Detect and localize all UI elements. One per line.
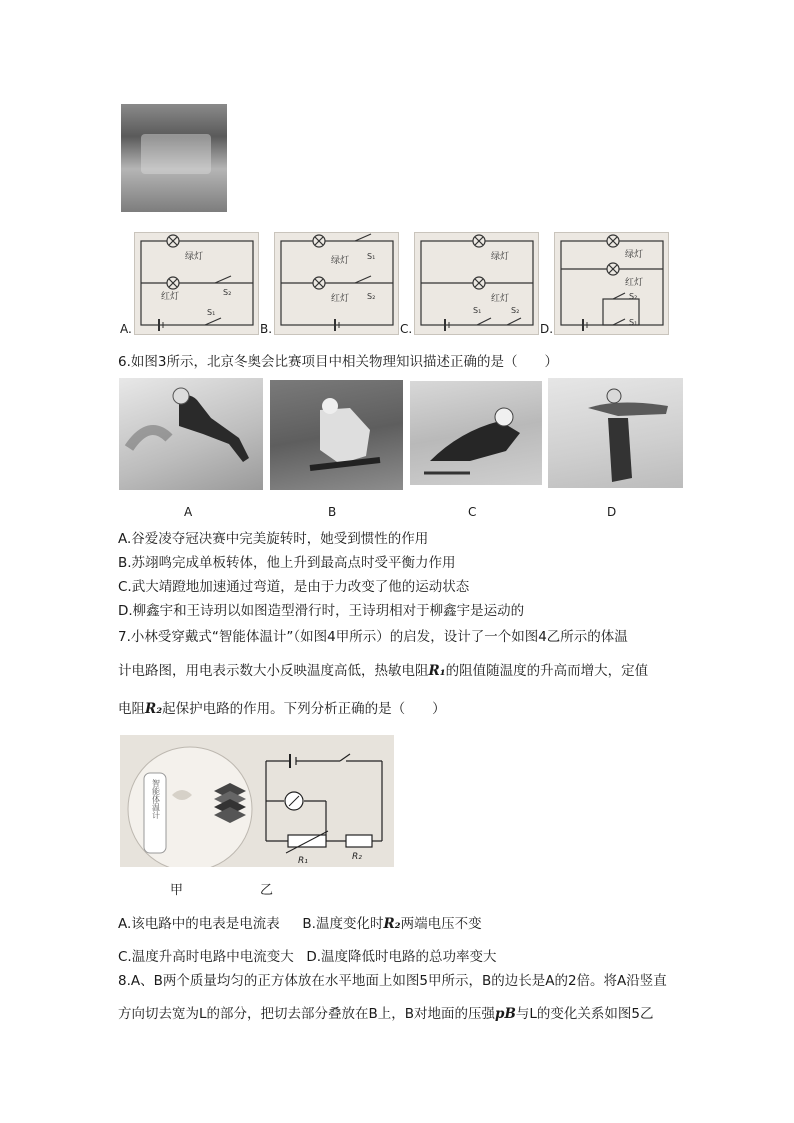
q7-line2-b: 的阻值随温度的升高而增大，定值 xyxy=(445,663,649,679)
circuit-a-diagram xyxy=(135,233,258,334)
q8-line1: 8.A、B两个质量均匀的正方体放在水平地面上如图5甲所示，B的边长是A的2倍。将A沿竖直 xyxy=(118,973,667,989)
caption-jia: 甲 xyxy=(170,883,184,898)
q6-caption-b: B xyxy=(328,505,337,519)
circuit-letter-a: A. xyxy=(120,322,132,336)
q8-line2 xyxy=(118,1002,654,1022)
label-red: 红灯 xyxy=(331,294,350,304)
circuit-b-diagram xyxy=(275,233,398,334)
label-s1: S₁ xyxy=(629,318,638,327)
resistor-r1 xyxy=(288,835,326,847)
q7-figure xyxy=(120,735,394,867)
label-green: 绿灯 xyxy=(491,252,510,262)
label-s1: S₁ xyxy=(367,252,376,261)
q7-option-c: C.温度升高时电路中电流变大 xyxy=(118,949,294,965)
figure-skaters-silhouette xyxy=(548,378,683,488)
q8-pb: pB xyxy=(495,1006,516,1022)
label-s2: S₂ xyxy=(367,292,376,301)
q7-line2 xyxy=(118,659,648,679)
photo-highlight xyxy=(141,134,211,174)
q6-caption-c: C xyxy=(468,505,477,519)
skier-silhouette xyxy=(119,378,263,490)
q6-option-a: A.谷爱凌夺冠决赛中完美旋转时，她受到惯性的作用 xyxy=(118,531,429,547)
label-s1: S₁ xyxy=(473,306,482,315)
caption-yi: 乙 xyxy=(260,883,274,898)
r2-label: R₂ xyxy=(352,852,362,862)
top-photo xyxy=(121,104,227,212)
resistor-r2 xyxy=(346,835,372,847)
q6-caption-a: A xyxy=(184,505,193,519)
q7-options-row1 xyxy=(118,912,482,932)
circuit-letter-b: B. xyxy=(260,322,273,336)
q6-photo-c xyxy=(410,381,542,485)
label-red: 红灯 xyxy=(625,278,644,288)
q7-option-a: A.该电路中的电表是电流表 xyxy=(118,916,280,932)
q7-line3 xyxy=(118,697,446,717)
label-green: 绿灯 xyxy=(185,252,204,262)
q6-option-b: B.苏翊鸣完成单板转体，他上升到最高点时受平衡力作用 xyxy=(118,555,456,571)
label-s2: S₂ xyxy=(629,292,638,301)
circuit-letter-d: D. xyxy=(540,322,554,336)
circuit-option-d xyxy=(554,232,669,335)
q7-line3-b: 起保护电路的作用。下列分析正确的是（ ） xyxy=(162,701,446,717)
snowboarder-silhouette xyxy=(270,380,403,490)
circuit-option-b xyxy=(274,232,399,335)
q7-option-b xyxy=(302,916,481,932)
q7-line1: 7.小林受穿戴式“智能体温计”（如图4甲所示）的启发，设计了一个如图4乙所示的体温 xyxy=(118,629,628,645)
r1-label: R₁ xyxy=(298,856,308,866)
q7-option-d: D.温度降低时电路的总功率变大 xyxy=(306,949,497,965)
label-s2: S₂ xyxy=(511,306,520,315)
label-red: 红灯 xyxy=(161,292,180,302)
q8-line2-b: 与L的变化关系如图5乙 xyxy=(515,1006,654,1022)
q7-option-b-a: B.温度变化时 xyxy=(302,916,384,932)
q6-stem: 6.如图3所示，北京冬奥会比赛项目中相关物理知识描述正确的是（ ） xyxy=(118,354,558,370)
q7-r1: R₁ xyxy=(428,663,446,679)
q6-option-d: D.柳鑫宇和王诗玥以如图造型滑行时，王诗玥相对于柳鑫宇是运动的 xyxy=(118,603,525,619)
label-s2: S₂ xyxy=(223,288,232,297)
device-text: 智能体温计 xyxy=(151,779,161,819)
q7-r2: R₂ xyxy=(145,701,163,717)
q6-photo-b xyxy=(270,380,403,490)
q7-option-b-b: 两端电压不变 xyxy=(400,916,482,932)
q8-line2-a: 方向切去宽为L的部分，把切去部分叠放在B上，B对地面的压强 xyxy=(118,1006,496,1022)
q7-line2-a: 计电路图，用电表示数大小反映温度高低，热敏电阻 xyxy=(118,663,429,679)
q7-line3-a: 电阻 xyxy=(118,701,145,717)
label-green: 绿灯 xyxy=(625,250,644,260)
label-green: 绿灯 xyxy=(331,256,350,266)
circuit-c-diagram xyxy=(415,233,538,334)
circuit-d-diagram xyxy=(555,233,668,334)
q6-option-c: C.武大靖蹬地加速通过弯道，是由于力改变了他的运动状态 xyxy=(118,579,470,595)
speedskater-silhouette xyxy=(410,381,542,485)
circuit-option-a xyxy=(134,232,259,335)
q6-photo-d xyxy=(548,378,683,488)
circuit-option-c xyxy=(414,232,539,335)
q7-figure-svg xyxy=(120,735,394,867)
circuit-letter-c: C. xyxy=(400,322,413,336)
label-red: 红灯 xyxy=(491,294,510,304)
q7-options-row2 xyxy=(118,945,497,965)
q7-option-b-r: R₂ xyxy=(383,916,401,932)
label-s1: S₁ xyxy=(207,308,216,317)
q6-photo-a xyxy=(119,378,263,490)
q6-caption-d: D xyxy=(607,505,617,519)
